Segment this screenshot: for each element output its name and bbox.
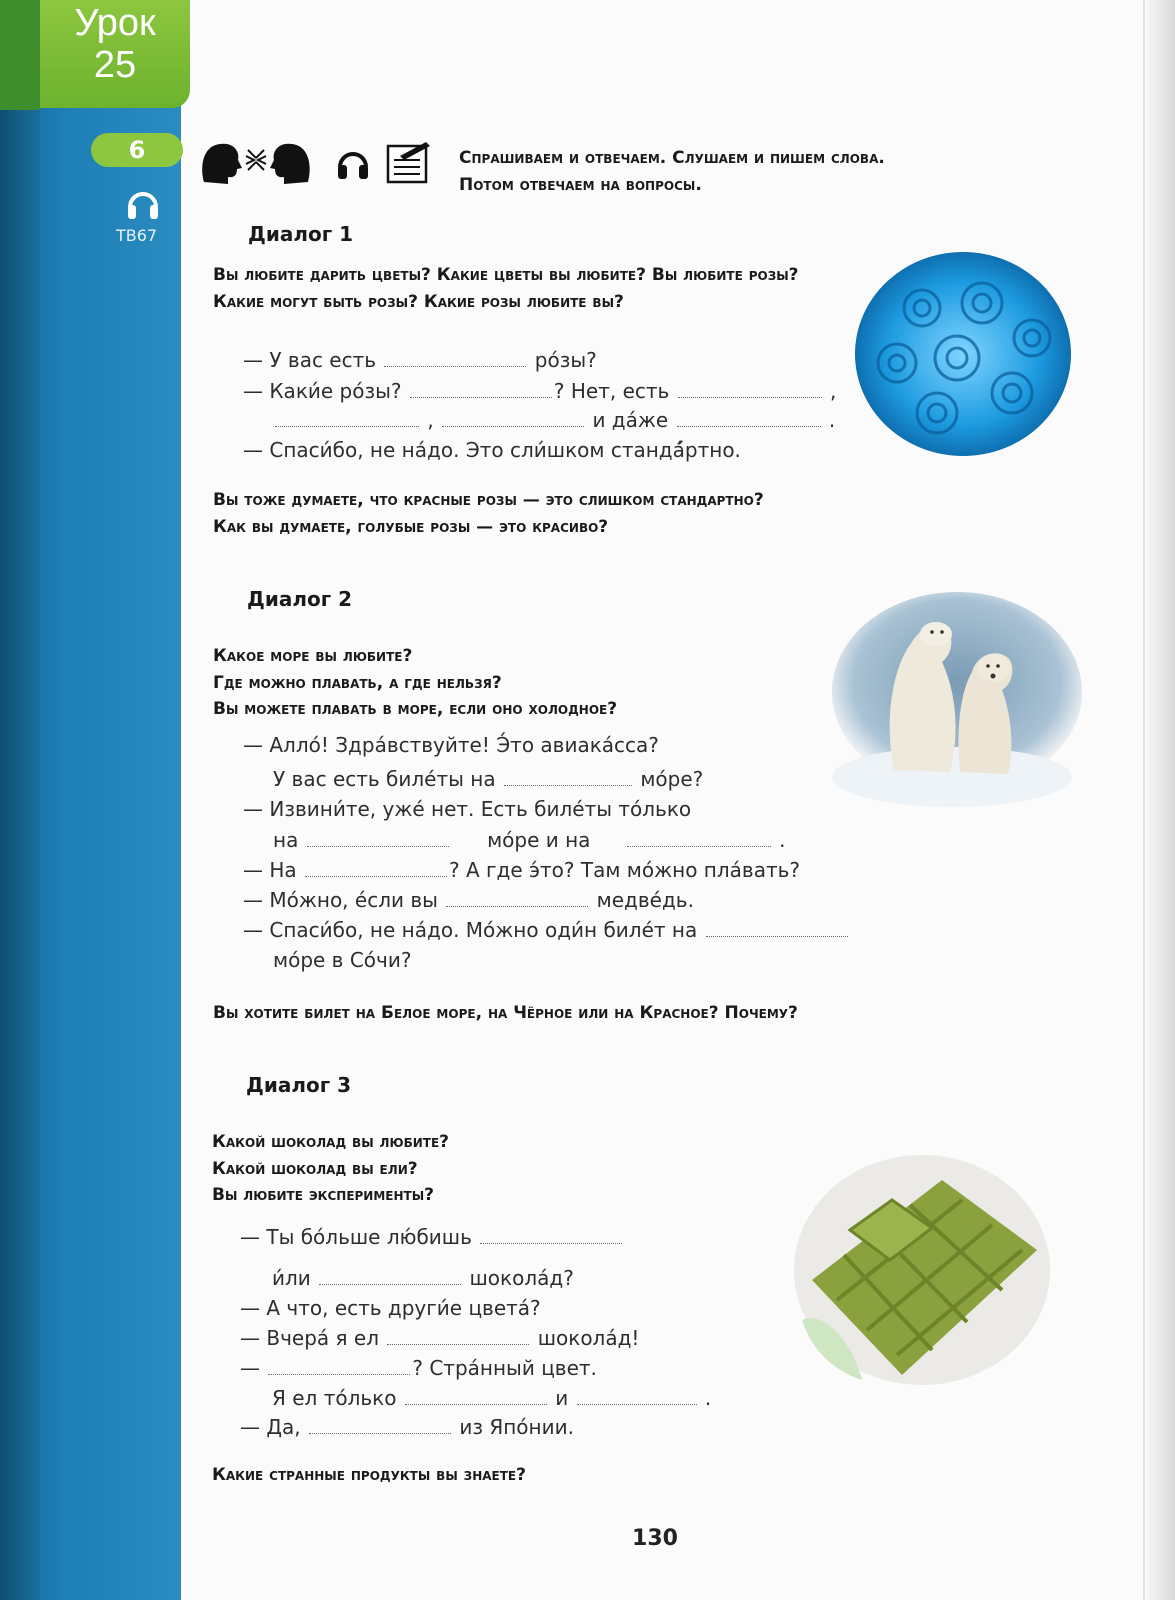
dialog-line: — У вас есть ро́зы? [243,348,597,372]
answer-blank[interactable] [577,1403,697,1405]
lesson-strip [0,0,40,110]
dialog-line: — Вчера́ я ел шокола́д! [240,1326,640,1350]
question: Какое море вы любите? [213,646,413,666]
question: Как вы думаете, голубые розы — это красиво? [213,516,609,537]
exercise-number: 6 [91,133,183,167]
dialog-line: мо́ре в Со́чи? [273,948,412,972]
answer-blank[interactable] [309,1432,451,1434]
answer-blank[interactable] [387,1343,529,1345]
dialog2-questions [213,643,617,723]
answer-blank[interactable] [307,845,449,847]
speaking-heads-icon [200,138,312,192]
dialog-line: на мо́ре и на . [273,828,786,852]
dialog-line: , и да́же . [273,408,835,432]
dialog2-followup [213,1000,798,1027]
answer-blank[interactable] [405,1403,547,1405]
question: Вы тоже думаете, что красные розы — это слишком стандартно? [213,490,764,510]
blue-roses-image [852,248,1074,464]
green-chocolate-image [792,1150,1052,1394]
dialog1-title: Диалог 1 [248,222,354,246]
dialog-line: — ? Стра́нный цвет. [240,1356,597,1380]
sidebar-edge [0,0,40,1600]
lesson-word: Урок [74,2,156,44]
polar-bears-image [832,592,1082,818]
dialog-line: — Да, из Япо́нии. [240,1415,574,1439]
answer-blank[interactable] [319,1283,461,1285]
dialog-line: — Каки́е ро́зы? ? Нет, есть , [243,379,837,403]
page-shade [1147,0,1175,1600]
dialog-line: — Спаси́бо, не на́до. Это сли́шком стандá́ртно. [243,438,741,462]
track-number: TB67 [116,226,158,245]
dialog-line: У вас есть биле́ты на мо́ре? [273,767,704,791]
headphones-icon [336,145,370,185]
dialog3-questions [212,1129,449,1209]
dialog-line: — Спаси́бо, не на́до. Мо́жно оди́н биле́т на [243,918,850,942]
answer-blank[interactable] [384,365,526,367]
answer-blank[interactable] [677,425,821,427]
instruction-line: Спрашиваем и отвечаем. Слушаем и пишем слова. [459,148,885,168]
answer-blank[interactable] [305,875,447,877]
answer-blank[interactable] [706,935,848,937]
question: Где можно плавать, а где нельзя? [213,672,502,693]
question: Вы можете плавать в море, если оно холодное? [213,699,618,719]
dialog3-followup [212,1462,526,1489]
page-number: 130 [632,1526,678,1551]
answer-blank[interactable] [275,425,419,427]
answer-blank[interactable] [410,396,552,398]
dialog-line: — А что, есть други́е цвета́? [240,1296,541,1320]
question: Какой шоколад вы любите? [212,1132,450,1152]
answer-blank[interactable] [627,845,771,847]
answer-blank[interactable] [678,396,822,398]
answer-blank[interactable] [442,425,584,427]
answer-blank[interactable] [268,1373,410,1375]
dialog-line: — Извини́те, уже́ нет. Есть биле́ты то́лько [243,797,692,821]
dialog1-followup [213,487,764,540]
dialog1-questions [213,262,799,315]
page-edge [1143,0,1145,1600]
lesson-tab [40,0,190,108]
dialog3-title: Диалог 3 [246,1073,352,1097]
answer-blank[interactable] [504,784,632,786]
question: Вы любите эксперименты? [212,1185,435,1205]
question: Какие могут быть розы? Какие розы любите вы? [213,291,624,312]
lesson-number: 25 [93,44,137,86]
answer-blank[interactable] [480,1242,622,1244]
headphones-icon [125,187,161,225]
question: Какие странные продукты вы знаете? [212,1465,526,1485]
dialog-line: — На ? А где э́то? Там мо́жно пла́вать? [243,858,801,882]
dialog-line: — Алло́! Здра́вствуйте! Э́то авиака́сса? [243,733,659,757]
writing-icon [386,140,432,188]
question: Вы хотите билет на Белое море, на Чёрное или на Красное? Почему? [213,1003,798,1023]
dialog-line: и́ли шокола́д? [272,1266,574,1290]
dialog-line: Я ел то́лько и . [272,1386,712,1410]
question: Вы любите дарить цветы? Какие цветы вы любите? Вы любите розы? [213,265,799,285]
dialog-line: — Ты бо́льше лю́бишь [240,1225,624,1249]
dialog-line: — Мо́жно, е́сли вы медве́дь. [243,888,694,912]
instruction [459,145,885,199]
dialog2-title: Диалог 2 [247,587,353,611]
question: Какой шоколад вы ели? [212,1158,418,1179]
instruction-line: Потом отвечаем на вопросы. [459,175,702,195]
answer-blank[interactable] [446,905,588,907]
